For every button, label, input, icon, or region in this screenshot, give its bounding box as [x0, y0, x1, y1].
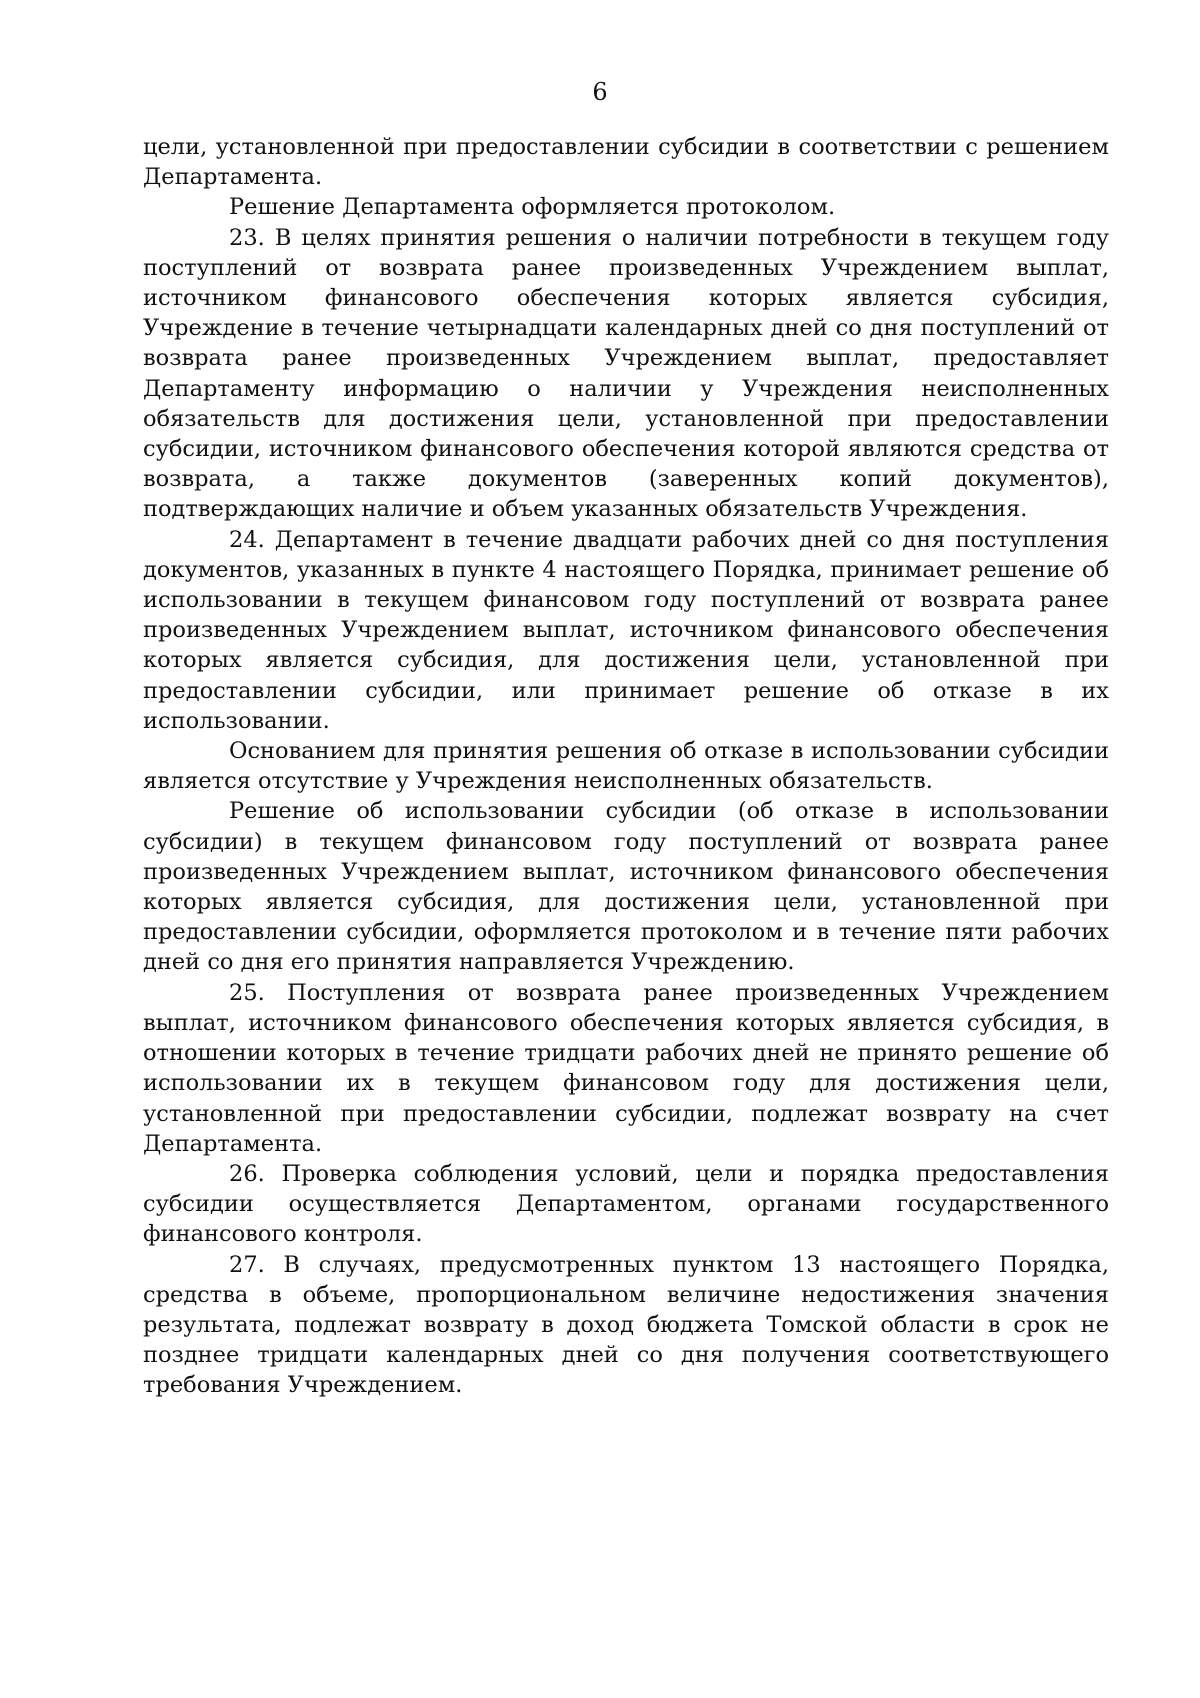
paragraph-usage-decision: Решение об использовании субсидии (об отказе в использовании субсидии) в текущем финансовом году поступлений от возврата ранее произведенных Учреждением выплат, источником финансового обеспечения которых является субсидия, для достижения цели, установленной при предоставлении субсидии, оформляется протоколом и в течение пяти рабочих дней со дня его принятия направляется Учреждению.	[143, 798, 1109, 976]
paragraph-item-27: 27. В случаях, предусмотренных пунктом 13 настоящего Порядка, средства в объеме, пропорциональном величине недостижения значения результата, подлежат возврату в доход бюджета Томской области в срок не позднее тридцати календарных дней со дня получения соответствующего требования Учреждением.	[143, 1251, 1109, 1399]
paragraph-item-23: 23. В целях принятия решения о наличии потребности в текущем году поступлений от возврата ранее произведенных Учреждением выплат, источником финансового обеспечения которых является субсидия, Учреждение в течение четырнадцати календарных дней со дня поступлений от возврата ранее произведенных Учреждением выплат, предоставляет Департаменту информацию о наличии у Учреждения неисполненных обязательств для достижения цели, установленной при предоставлении субсидии, источником финансового обеспечения которой являются средства от возврата, а также документов (заверенных копий документов), подтверждающих наличие и объем указанных обязательств Учреждения.	[143, 224, 1109, 523]
paragraph-item-26: 26. Проверка соблюдения условий, цели и порядка предоставления субсидии осуществляется Департаментом, органами государственного финансового контроля.	[143, 1160, 1109, 1248]
page-number: 6	[592, 78, 608, 106]
paragraph-refusal-grounds: Основанием для принятия решения об отказе в использовании субсидии является отсутствие у Учреждения неисполненных обязательств.	[143, 738, 1109, 795]
document-body	[143, 132, 1109, 1401]
paragraph-continuation: цели, установленной при предоставлении субсидии в соответствии с решением Департамента.	[143, 134, 1109, 191]
paragraph-item-25: 25. Поступления от возврата ранее произведенных Учреждением выплат, источником финансового обеспечения которых является субсидия, в отношении которых в течение тридцати рабочих дней не принято решение об использовании их в текущем финансовом году для достижения цели, установленной при предоставлении субсидии, подлежат возврату на счет Департамента.	[143, 979, 1109, 1157]
paragraph-decision-protocol: Решение Департамента оформляется протоколом.	[229, 194, 836, 221]
paragraph-item-24: 24. Департамент в течение двадцати рабочих дней со дня поступления документов, указанных в пункте 4 настоящего Порядка, принимает решение об использовании в текущем финансовом году поступлений от возврата ранее произведенных Учреждением выплат, источником финансового обеспечения которых является субсидия, для достижения цели, установленной при предоставлении субсидии, или принимает решение об отказе в их использовании.	[143, 526, 1109, 734]
